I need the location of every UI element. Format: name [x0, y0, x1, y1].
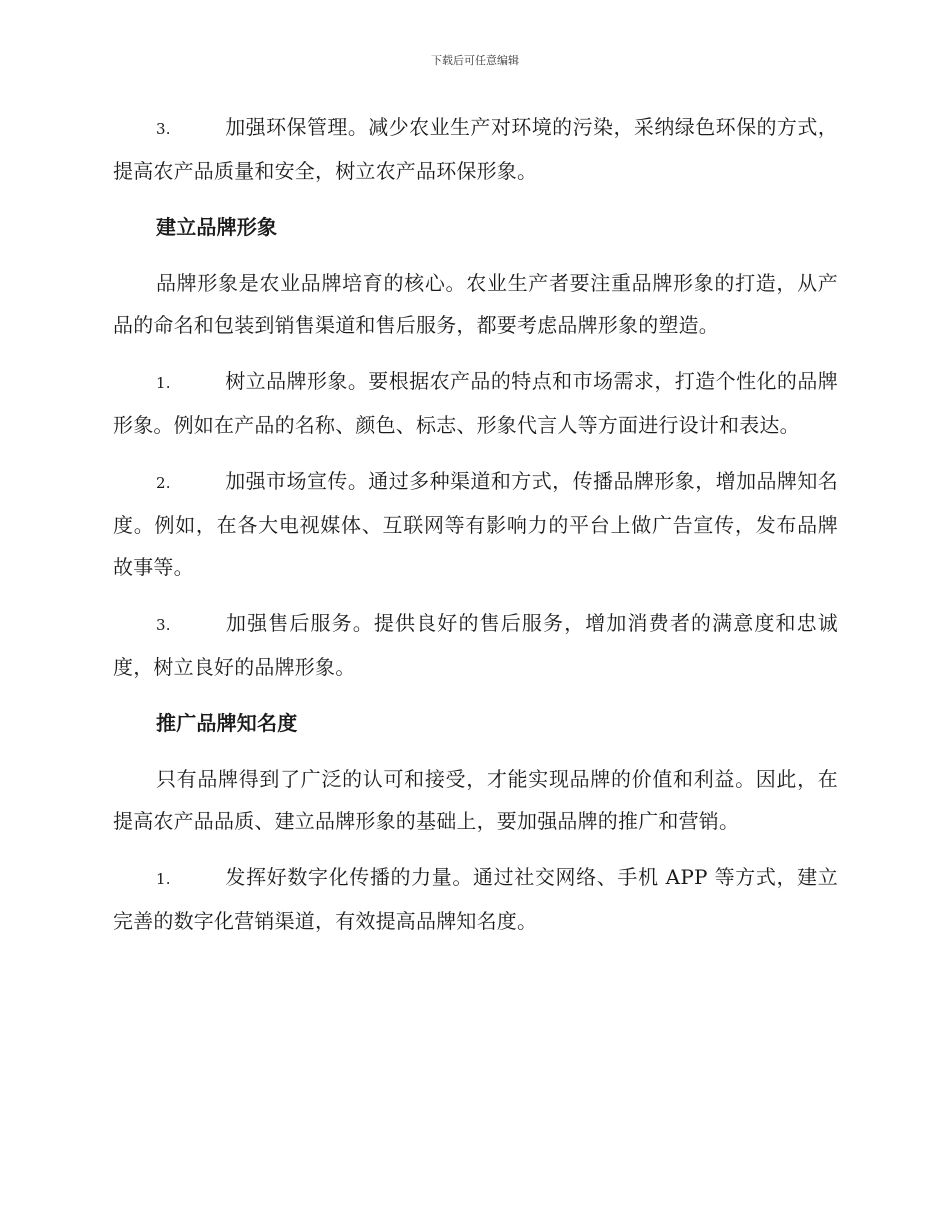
- paragraph: 品牌形象是农业品牌培育的核心。农业生产者要注重品牌形象的打造，从产品的命名和包装到销售渠道和售后服务，都要考虑品牌形象的塑造。: [113, 271, 838, 337]
- list-item-number: 3.: [156, 120, 171, 138]
- list-item-text: 树立品牌形象。要根据农产品的特点和市场需求，打造个性化的品牌形象。例如在产品的名称、颜色、标志、形象代言人等方面进行设计和表达。: [113, 369, 838, 437]
- list-item-text: 加强环保管理。减少农业生产对环境的污染，采纳绿色环保的方式，提高农产品质量和安全，树立农产品环保形象。: [113, 115, 838, 183]
- list-item-text: 加强市场宣传。通过多种渠道和方式，传播品牌形象，增加品牌知名度。例如，在各大电视媒体、互联网等有影响力的平台上做广告宣传，发布品牌故事等。: [113, 469, 838, 579]
- paragraph: 只有品牌得到了广泛的认可和接受，才能实现品牌的价值和利益。因此，在提高农产品品质、建立品牌形象的基础上，要加强品牌的推广和营销。: [113, 767, 838, 833]
- document-body: [113, 106, 838, 956]
- list-item: [113, 460, 838, 588]
- list-item-text: 发挥好数字化传播的力量。通过社交网络、手机 APP 等方式，建立完善的数字化营销渠道，有效提高品牌知名度。: [113, 865, 838, 933]
- list-item-text: 加强售后服务。提供良好的售后服务，增加消费者的满意度和忠诚度，树立良好的品牌形象。: [113, 611, 838, 679]
- list-item: [113, 106, 838, 192]
- section-heading: 推广品牌知名度: [156, 711, 298, 735]
- page-header: 下载后可任意编辑: [431, 54, 519, 67]
- list-item-number: 1.: [156, 870, 171, 888]
- list-item: [113, 360, 838, 446]
- list-item: [113, 856, 838, 942]
- list-item-number: 3.: [156, 616, 171, 634]
- list-item-number: 1.: [156, 374, 171, 392]
- list-item-number: 2.: [156, 474, 171, 492]
- list-item: [113, 602, 838, 688]
- section-heading: 建立品牌形象: [156, 215, 278, 239]
